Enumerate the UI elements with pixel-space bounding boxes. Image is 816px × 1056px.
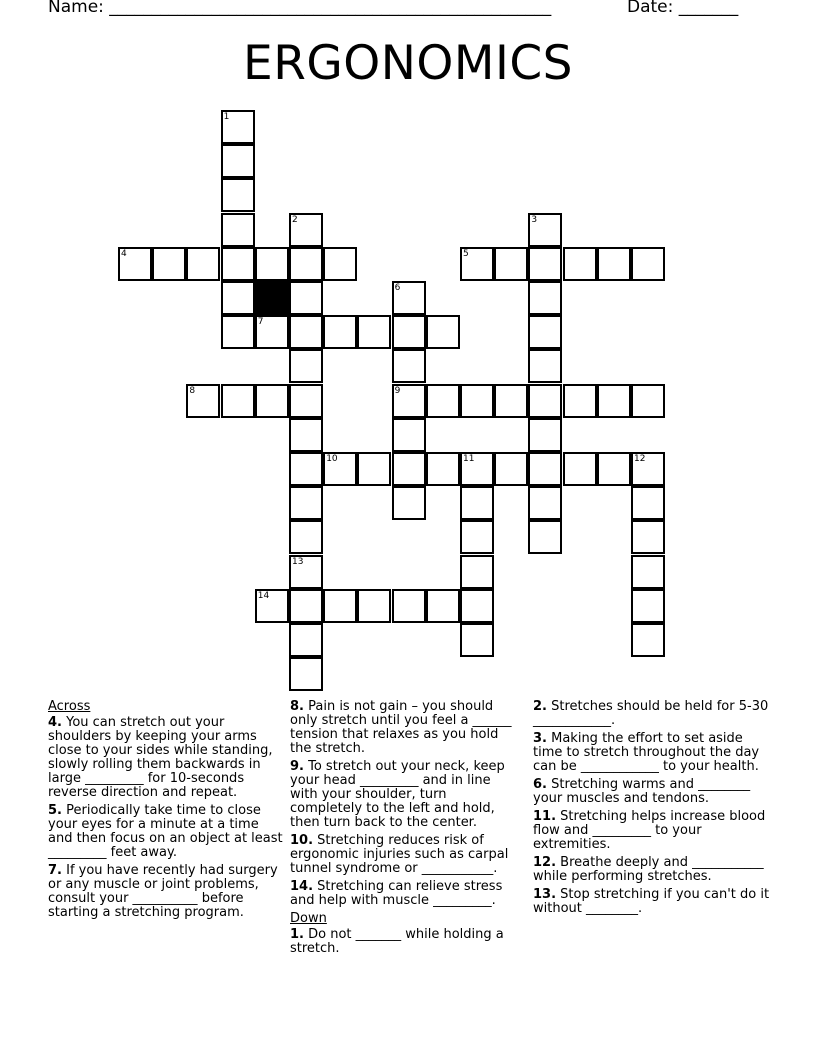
clue-column-1 bbox=[48, 700, 284, 924]
across-clue-8: 8. Pain is not gain – you should only stretch until you feel a ______ tension that relaxes as you hold the stretch. bbox=[290, 699, 512, 756]
grid-cell[interactable] bbox=[460, 623, 494, 657]
grid-cell[interactable] bbox=[494, 452, 528, 486]
grid-cell[interactable] bbox=[392, 418, 426, 452]
grid-cell[interactable] bbox=[563, 452, 597, 486]
grid-cell[interactable] bbox=[289, 384, 323, 418]
grid-cell[interactable] bbox=[289, 349, 323, 383]
grid-cell[interactable] bbox=[460, 520, 494, 554]
clue-number: 6 bbox=[394, 283, 401, 293]
across-clue-14: 14. Stretching can relieve stress and help with muscle _________. bbox=[290, 879, 503, 908]
clue-number: 10 bbox=[326, 454, 338, 464]
grid-cell[interactable] bbox=[289, 213, 323, 247]
grid-cell[interactable] bbox=[289, 247, 323, 281]
clue-number: 8 bbox=[189, 385, 196, 396]
clue-number: 5 bbox=[463, 248, 469, 259]
grid-cell[interactable] bbox=[631, 623, 665, 657]
grid-cell[interactable] bbox=[563, 384, 597, 418]
grid-cell[interactable] bbox=[186, 247, 220, 281]
name-field-label[interactable]: Name: ____________________________________________________ bbox=[48, 0, 552, 17]
grid-cell[interactable] bbox=[357, 452, 391, 486]
grid-cell[interactable] bbox=[221, 315, 255, 349]
grid-cell[interactable] bbox=[597, 384, 631, 418]
down-clue-13: 13. Stop stretching if you can't do it without ________. bbox=[533, 887, 770, 916]
puzzle-title: ERGONOMICS bbox=[243, 36, 573, 91]
grid-cell[interactable] bbox=[631, 384, 665, 418]
grid-cell[interactable] bbox=[528, 281, 562, 315]
grid-cell[interactable] bbox=[631, 520, 665, 554]
grid-cell[interactable] bbox=[221, 144, 255, 178]
grid-cell[interactable] bbox=[460, 452, 494, 486]
grid-cell[interactable] bbox=[357, 315, 391, 349]
grid-cell[interactable] bbox=[221, 384, 255, 418]
down-heading: Down bbox=[290, 911, 327, 926]
grid-cell[interactable] bbox=[460, 384, 494, 418]
grid-cell[interactable] bbox=[528, 486, 562, 520]
grid-cell[interactable] bbox=[631, 247, 665, 281]
grid-cell[interactable] bbox=[528, 315, 562, 349]
date-field-label[interactable]: Date: _______ bbox=[627, 0, 739, 17]
clue-number: 13 bbox=[292, 556, 304, 567]
grid-cell[interactable] bbox=[357, 589, 391, 623]
clue-number: 7 bbox=[257, 317, 264, 328]
clue-number: 11 bbox=[463, 454, 475, 464]
grid-cell[interactable] bbox=[289, 520, 323, 554]
grid-cell[interactable] bbox=[563, 247, 597, 281]
grid-cell[interactable] bbox=[152, 247, 186, 281]
down-clue-12: 12. Breathe deeply and ___________ while performing stretches. bbox=[533, 855, 764, 884]
grid-cell[interactable] bbox=[255, 247, 289, 281]
grid-cell[interactable] bbox=[392, 349, 426, 383]
grid-cell[interactable] bbox=[118, 247, 152, 281]
grid-cell[interactable] bbox=[528, 384, 562, 418]
grid-cell[interactable] bbox=[460, 247, 494, 281]
grid-cell[interactable] bbox=[221, 213, 255, 247]
grid-cell[interactable] bbox=[460, 589, 494, 623]
across-clue-4: 4. You can stretch out your shoulders by keeping your arms close to your sides while standing, slowly rolling them backwards in large _________ for 10-seconds reverse direction and repeat. bbox=[48, 715, 273, 800]
down-clue-3: 3. Making the effort to set aside time to stretch throughout the day can be ____________ to your health. bbox=[533, 731, 760, 774]
grid-cell[interactable] bbox=[221, 178, 255, 212]
grid-cell[interactable] bbox=[392, 589, 426, 623]
clue-number: 3 bbox=[531, 214, 538, 225]
down-clue-11: 11. Stretching helps increase blood flow and _________ to your extremities. bbox=[533, 809, 766, 852]
grid-cell[interactable] bbox=[289, 657, 323, 691]
grid-cell[interactable] bbox=[392, 281, 426, 315]
grid-cell[interactable] bbox=[392, 486, 426, 520]
grid-cell[interactable] bbox=[289, 589, 323, 623]
grid-cell[interactable] bbox=[597, 247, 631, 281]
down-clue-2: 2. Stretches should be held for 5-30 ____________. bbox=[533, 699, 769, 728]
across-clue-10: 10. Stretching reduces risk of ergonomic injuries such as carpal tunnel syndrome or ___________. bbox=[290, 833, 509, 876]
grid-cell[interactable] bbox=[255, 589, 289, 623]
grid-cell[interactable] bbox=[494, 384, 528, 418]
grid-cell[interactable] bbox=[631, 589, 665, 623]
grid-cell[interactable] bbox=[289, 486, 323, 520]
grid-cell[interactable] bbox=[289, 315, 323, 349]
clue-number: 12 bbox=[634, 454, 646, 464]
grid-cell[interactable] bbox=[460, 486, 494, 520]
grid-cell[interactable] bbox=[426, 315, 460, 349]
across-clue-5: 5. Periodically take time to close your eyes for a minute at a time and then focus on an object at least _________ feet away. bbox=[48, 803, 283, 860]
clue-number: 4 bbox=[121, 248, 127, 259]
grid-cell[interactable] bbox=[323, 452, 357, 486]
across-clue-9: 9. To stretch out your neck, keep your head _________ and in line with your shoulder, turn completely to the left and hold, then turn back to the center. bbox=[290, 759, 505, 830]
grid-cell[interactable] bbox=[528, 452, 562, 486]
grid-cell[interactable] bbox=[289, 623, 323, 657]
grid-cell[interactable] bbox=[426, 452, 460, 486]
grid-cell[interactable] bbox=[323, 315, 357, 349]
grid-cell[interactable] bbox=[528, 247, 562, 281]
clue-column-2 bbox=[290, 700, 522, 960]
black-square bbox=[255, 281, 289, 315]
grid-cell[interactable] bbox=[460, 555, 494, 589]
grid-cell[interactable] bbox=[255, 315, 289, 349]
grid-cell[interactable] bbox=[426, 589, 460, 623]
grid-cell[interactable] bbox=[631, 452, 665, 486]
grid-cell[interactable] bbox=[289, 452, 323, 486]
clue-number: 9 bbox=[394, 385, 401, 396]
grid-cell[interactable] bbox=[186, 384, 220, 418]
clue-number: 2 bbox=[292, 214, 298, 225]
down-clue-1: 1. Do not _______ while holding a stretch. bbox=[290, 927, 504, 956]
down-clue-6: 6. Stretching warms and ________ your muscles and tendons. bbox=[533, 777, 751, 806]
grid-cell[interactable] bbox=[221, 110, 255, 144]
grid-cell[interactable] bbox=[323, 247, 357, 281]
grid-cell[interactable] bbox=[392, 452, 426, 486]
grid-cell[interactable] bbox=[597, 452, 631, 486]
across-clue-7: 7. If you have recently had surgery or any muscle or joint problems, consult your __________ before starting a stretching program. bbox=[48, 863, 278, 920]
grid-cell[interactable] bbox=[631, 486, 665, 520]
grid-cell[interactable] bbox=[323, 589, 357, 623]
grid-cell[interactable] bbox=[528, 418, 562, 452]
clue-column-3 bbox=[533, 700, 773, 920]
grid-cell[interactable] bbox=[528, 213, 562, 247]
across-heading: Across bbox=[48, 699, 91, 714]
grid-cell[interactable] bbox=[392, 315, 426, 349]
grid-cell[interactable] bbox=[631, 555, 665, 589]
grid-cell[interactable] bbox=[221, 247, 255, 281]
grid-cell[interactable] bbox=[289, 281, 323, 315]
grid-cell[interactable] bbox=[426, 384, 460, 418]
clue-number: 1 bbox=[223, 112, 230, 122]
grid-cell[interactable] bbox=[289, 555, 323, 589]
clue-number: 14 bbox=[257, 590, 270, 601]
grid-cell[interactable] bbox=[255, 384, 289, 418]
grid-cell[interactable] bbox=[392, 384, 426, 418]
grid-cell[interactable] bbox=[289, 418, 323, 452]
grid-cell[interactable] bbox=[528, 349, 562, 383]
grid-cell[interactable] bbox=[528, 520, 562, 554]
grid-cell[interactable] bbox=[494, 247, 528, 281]
grid-cell[interactable] bbox=[221, 281, 255, 315]
